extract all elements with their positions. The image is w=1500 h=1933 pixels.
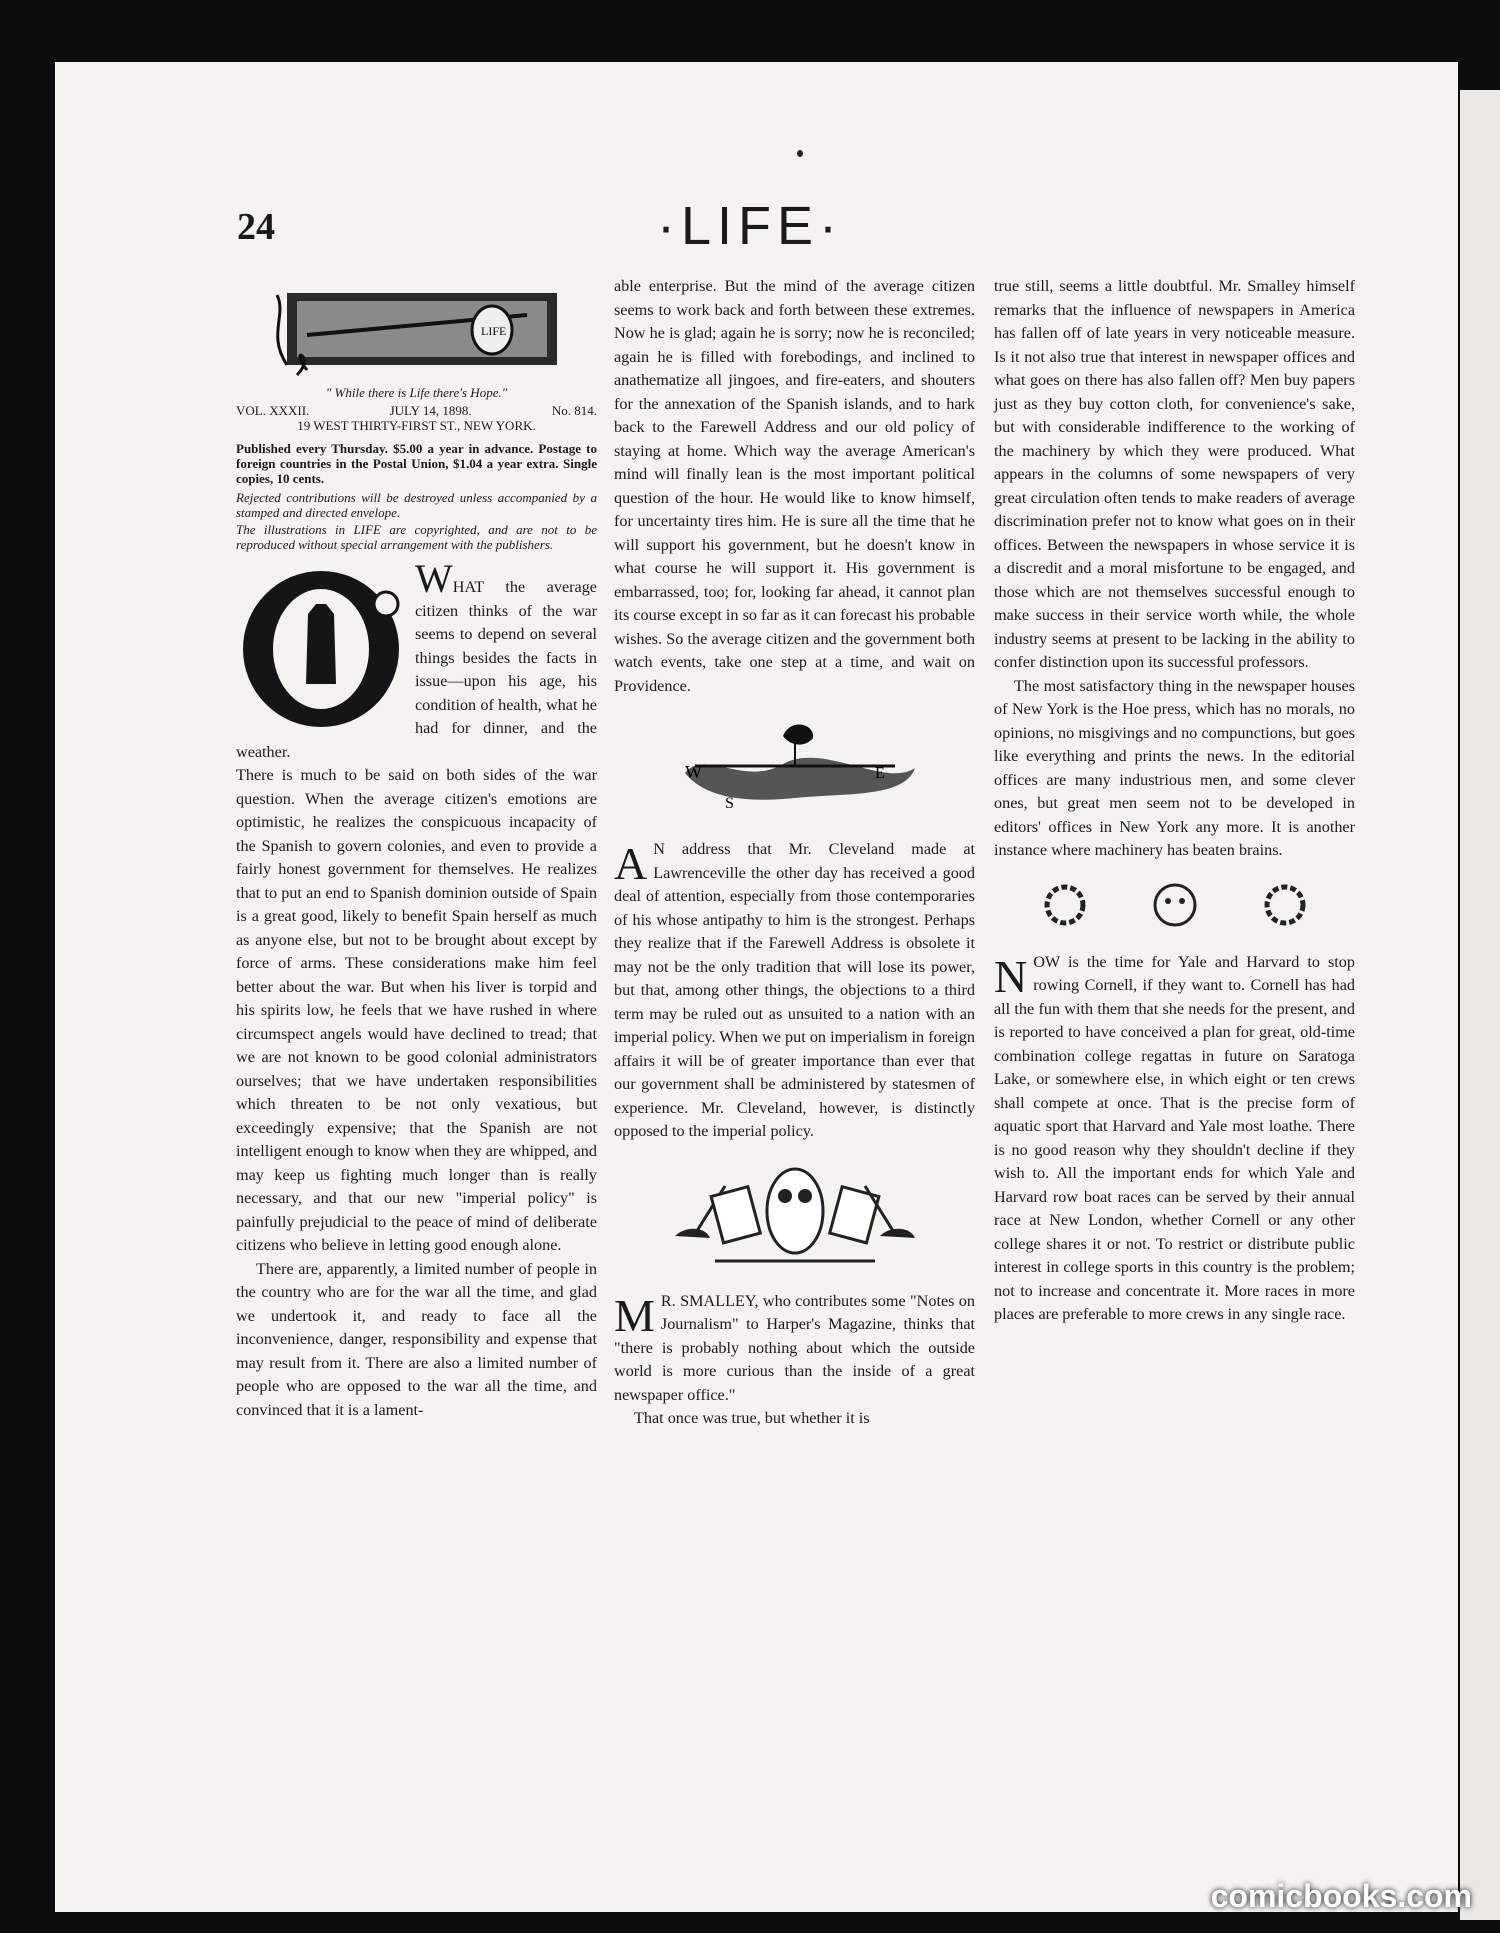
dropcap-m: M	[614, 1289, 655, 1341]
page-mark	[797, 150, 803, 157]
owl-dropcap-w-illustration	[236, 564, 411, 739]
svg-text:S: S	[724, 795, 734, 812]
issue-number: No. 814.	[551, 403, 597, 418]
publication-notice: Published every Thursday. $5.00 a year in advance. Postage to foreign countries in the Postal Union, $1.04 a year extra. Single copies, 10 cents.	[236, 441, 597, 486]
next-page-edge	[1460, 90, 1500, 1920]
owl-books-illustration	[655, 1156, 935, 1276]
article-1-paragraph-1: There is much to be said on both sides of the war question. When the average citizen's emotions are optimistic, he realizes the conspicuous incapacity of the Spanish to govern colonies, and even to provide a fairly honest government for themselves. He realizes that to put an end to Spanish dominion outside of Spain is a great good, likely to benefit Spain herself as much as anyone else, but not to be brought about except by force of arms. These considerations make him feel better about the war. But when his liver is torpid and his spirits low, he feels that we have rushed in where circumspect angels would have declined to tread; that we are not known to be good colonial administrators ourselves; that we have undertaken responsibilities which threaten to be not only vexatious, but exceedingly expensive; that the Spanish are not intelligent enough to know when they are whipped, and may keep us fighting much longer than is really necessary, and that our new "imperial policy" is painfully prejudicial to the peace of mind of deliberate citizens who believe in letting good enough alone.	[236, 766, 597, 1254]
dropcap-w: W	[415, 556, 453, 601]
weathervane-illustration	[665, 718, 925, 828]
article-1-continued: able enterprise. But the mind of the average citizen seems to work back and forth between these extremes. Now he is glad; again he is sorry; now he is reconciled; again he is filled with forebodings, and inclined to anathematize all jingoes, and fire-eaters, and shouters for the annexation of the Spanish islands, and to hark back to the Farewell Address and our old policy of staying at home. Which way the average American's mind will finally lean is the most important political question of the hour. He would like to know himself, for uncertainty tires him. He is sure all the time that he will support his government, but he doesn't know in what course he will support it. His government is embarrassed, too; for, looking far ahead, it cannot plan its course except in so far as it can forecast his probable wishes. So the average citizen and the government both watch events, take one step at a time, and wait on Providence.	[614, 277, 975, 695]
life-banner-illustration	[267, 275, 567, 385]
svg-text:E: E	[874, 765, 885, 782]
wreath-divider-illustration	[1025, 873, 1325, 943]
article-4-text: OW is the time for Yale and Harvard to stop rowing Cornell, if they want to. Cornell has had all the fun with them that she needs for the present, and is reported to have conceived a plan for great, old-time combination college regattas in future on Saratoga Lake, or somewhere else, in which eight or ten crews shall compete at once. That is the precise form of aquatic sport that Harvard and Yale most loathe. There is no good reason why they shouldn't decline if they wish to. All the important ends for which Yale and Harvard row boat races can be served by their annual race at New London, whether Cornell or any other college shares it or not. To restrict or distribute public interest in college sports in this country is the problem; not to increase and concentrate it. More races in more places are preferable to more crews in any single race.	[994, 952, 1355, 1323]
volume-line	[236, 403, 597, 418]
copyright-notice: The illustrations in LIFE are copyrighted, and are not to be reproduced without special arrangement with the publishers.	[236, 522, 597, 552]
rejected-notice: Rejected contributions will be destroyed unless accompanied by a stamped and directed envelope.	[236, 490, 597, 520]
column-3	[994, 275, 1355, 1327]
article-1-opening: HAT the average citizen thinks of the war seems to depend on several things besides the facts in issue—upon his age, his condition of health, what he had for dinner, and the weather.	[236, 578, 597, 761]
address: 19 WEST THIRTY-FIRST ST., NEW YORK.	[297, 418, 536, 433]
article-3-paragraph-3: The most satisfactory thing in the newspaper houses of New York is the Hoe press, which has no morals, no opinions, no misgivings and no compunctions, but goes like everything and prints the news. In the editorial offices are many industrious men, and some clever ones, but great men seem not to be developed in editors' offices in New York any more. It is another instance where machinery has beaten brains.	[994, 676, 1355, 859]
masthead-title: ·LIFE·	[656, 196, 843, 256]
watermark: comicbooks.com	[1210, 1878, 1472, 1914]
article-2-text: N address that Mr. Cleveland made at Lawrenceville the other day has received a good deal of attention, especially from those contemporaries of his whose antipathy to him is the strongest. Perhaps they realize that if the Farewell Address is obsolete it may not be the only tradition that will lose its power, but that, among other things, the objections to a third term may be ruled out as unsuited to a nation with an imperial policy. When we put on imperialism in foreign affairs it will be of greater importance than ever that our government shall be administered by statesmen of experience. Mr. Cleveland, however, is distinctly opposed to the imperial policy.	[614, 840, 975, 1140]
dropcap-a: A	[614, 838, 648, 889]
column-1	[236, 275, 597, 1422]
dropcap-n: N	[994, 950, 1028, 1002]
svg-text:W: W	[684, 762, 702, 782]
article-3-continued: That once was true, but whether it is	[634, 1409, 870, 1427]
page-number: 24	[237, 206, 275, 248]
issue-date: JULY 14, 1898.	[389, 403, 472, 418]
article-1-paragraph-2: There are, apparently, a limited number of people in the country who are for the war all the time, and glad we undertook it, and ready to face all the inconvenience, danger, responsibility and expense that may result from it. There are also a limited number of people who are opposed to the war all the time, and convinced that it is a lament-	[236, 1259, 597, 1419]
article-3-paragraph-2: true still, seems a little doubtful. Mr. Smalley himself remarks that the influence of newspapers in America has fallen off of late years in very noticeable measure. Is it not also true that interest in newspaper offices and what goes on there has also fallen off? Men buy papers just as they buy cotton cloth, for convenience's sake, but with considerable indifference to the working of the machinery by which they were produced. What appears in the columns of some newspapers of very great circulation often tends to make readers of average discrimination prefer not to know what goes on in their offices. Between the newspapers in whose service it is a discredit and a moral misfortune to be engaged, and those which are not themselves successful enough to make success in their service worth while, the whole industry seems at present to be lacking in the ability to confer distinction upon its successful professors.	[994, 277, 1355, 671]
article-3-text: R. SMALLEY, who contributes some "Notes on Journalism" to Harper's Magazine, thinks that "there is probably nothing about which the outside world is more curious than the inside of a great newspaper office."	[614, 1291, 975, 1404]
svg-text:LIFE: LIFE	[480, 324, 506, 338]
volume: VOL. XXXII.	[236, 403, 310, 418]
column-2	[614, 275, 975, 1431]
motto: " While there is Life there's Hope."	[325, 385, 508, 400]
